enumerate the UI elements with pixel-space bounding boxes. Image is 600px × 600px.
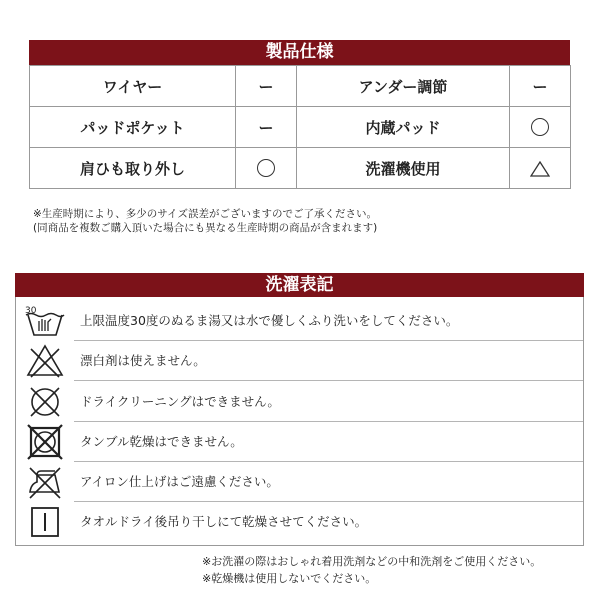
no-dry-clean-icon — [16, 382, 74, 422]
spec-label: ワイヤー — [30, 66, 236, 107]
wash-item — [16, 502, 583, 542]
wash-item — [16, 422, 583, 462]
wash-item — [16, 341, 583, 381]
note-line: ※お洗濯の際はおしゃれ着用洗剤などの中和洗剤をご使用ください。 — [202, 555, 542, 568]
note-line: (同商品を複数ご購入頂いた場合にも異なる生産時期の商品が含まれます) — [33, 222, 378, 234]
spec-row — [30, 107, 571, 148]
line-dry-shade-icon — [16, 502, 74, 542]
spec-label: パッドポケット — [30, 107, 236, 148]
wash-item-text: ドライクリーニングはできません。 — [80, 394, 280, 409]
wash-temp-label: 30 — [25, 306, 37, 316]
divider — [74, 380, 583, 381]
hand-wash-30-icon — [16, 301, 74, 341]
note-line: ※生産時期により、多少のサイズ誤差がございますのでご了承ください。 — [33, 208, 377, 220]
spec-mark: ー — [236, 66, 297, 107]
wash-item — [16, 382, 583, 422]
circle-mark-icon — [531, 118, 549, 136]
spec-table — [29, 65, 571, 189]
note-line: ※乾燥機は使用しないでください。 — [202, 572, 377, 585]
wash-item — [16, 301, 583, 341]
spec-section-title: 製品仕様 — [29, 40, 570, 65]
spec-note — [33, 207, 573, 235]
spec-mark: ー — [236, 107, 297, 148]
wash-item-text: タオルドライ後吊り干しにて乾燥させてください。 — [80, 514, 368, 529]
spec-mark — [236, 148, 297, 189]
wash-item-text: 漂白剤は使えません。 — [80, 353, 206, 368]
spec-label: アンダー調節 — [297, 66, 510, 107]
wash-item-text: タンブル乾燥はできません。 — [80, 434, 243, 449]
spec-mark — [510, 107, 571, 148]
spec-label: 肩ひも取り外し — [30, 148, 236, 189]
no-iron-icon — [16, 462, 74, 502]
wash-note — [202, 553, 600, 587]
wash-item — [16, 462, 583, 502]
wash-list — [15, 297, 584, 546]
spec-mark: ー — [510, 66, 571, 107]
spec-row — [30, 148, 571, 189]
no-tumble-dry-icon — [16, 422, 74, 462]
no-bleach-icon — [16, 341, 74, 381]
circle-mark-icon — [257, 159, 275, 177]
spec-mark — [510, 148, 571, 189]
triangle-mark-icon — [530, 161, 550, 177]
spec-label: 洗濯機使用 — [297, 148, 510, 189]
spec-row — [30, 66, 571, 107]
wash-section-title: 洗濯表記 — [15, 273, 584, 297]
wash-item-text: 上限温度30度のぬるま湯又は水で優しくふり洗いをしてください。 — [80, 313, 459, 328]
spec-label: 内蔵パッド — [297, 107, 510, 148]
wash-item-text: アイロン仕上げはご遠慮ください。 — [80, 474, 279, 489]
